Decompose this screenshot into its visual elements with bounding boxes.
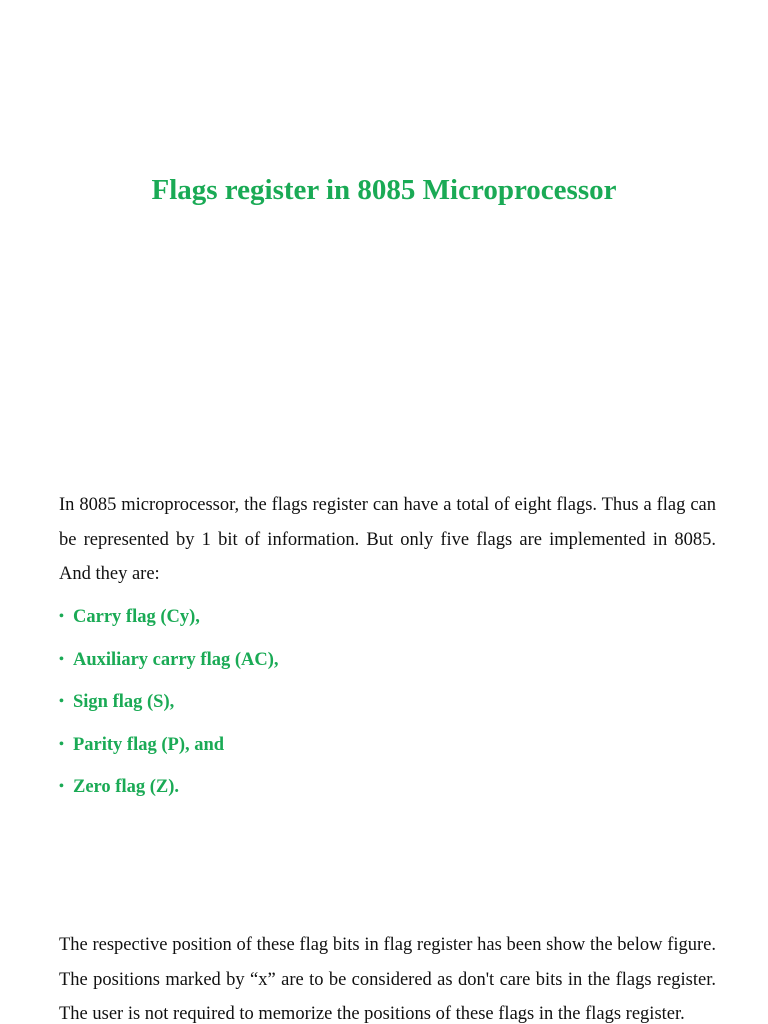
bullet-icon: • xyxy=(59,736,64,752)
flag-label-parity: Parity flag (P), and xyxy=(73,734,225,755)
bullet-icon: • xyxy=(59,651,64,667)
flag-label-carry: Carry flag (Cy), xyxy=(73,607,200,627)
list-item xyxy=(59,728,279,771)
bullet-icon: • xyxy=(59,694,64,709)
position-paragraph: The respective position of these flag bits in flag register has been show the below figure. The positions marked by “x” are to be considered as don't care bits in the flags register. The user is not required to memorize the positions of these flags in the flags register. xyxy=(59,935,716,1024)
flag-label-auxiliary-carry: Auxiliary carry flag (AC), xyxy=(73,649,279,670)
list-item xyxy=(59,600,279,643)
intro-paragraph: In 8085 microprocessor, the flags register can have a total of eight flags. Thus a flag can be represented by 1 bit of information. But only five flags are implemented in 8085. And they are: xyxy=(59,495,716,584)
list-item xyxy=(59,685,279,728)
page-title: Flags register in 8085 Microprocessor xyxy=(151,174,617,206)
bullet-icon: • xyxy=(59,779,64,794)
flag-label-zero: Zero flag (Z). xyxy=(73,777,180,797)
flags-list xyxy=(59,600,279,813)
list-item xyxy=(59,643,279,686)
bullet-icon: • xyxy=(59,609,64,624)
list-item xyxy=(59,770,279,813)
flag-label-sign: Sign flag (S), xyxy=(73,692,175,712)
